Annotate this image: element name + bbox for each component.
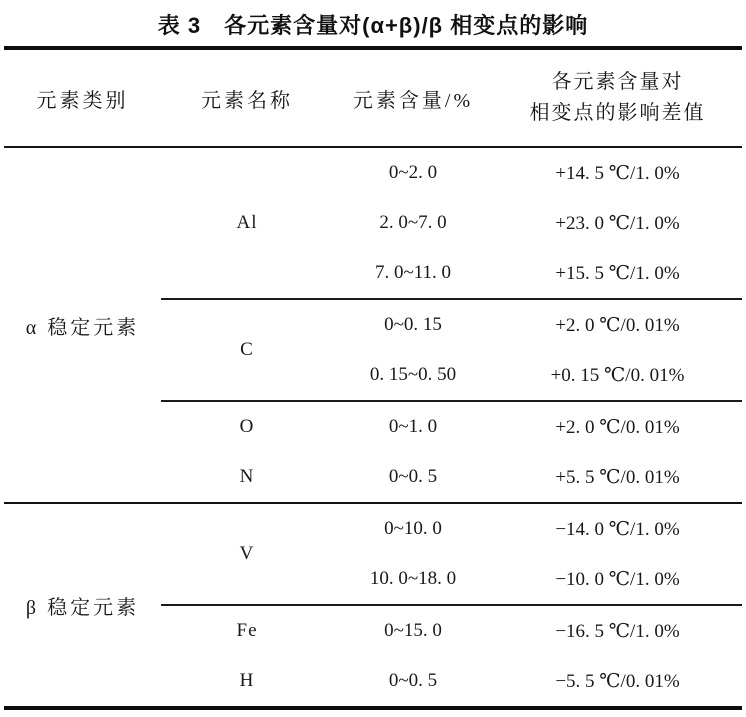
effect-cell: +14. 5 ℃/1. 0% [555, 162, 680, 184]
range-cell: 0~15. 0 [333, 605, 493, 656]
col-header-category: 元素类别 [4, 48, 161, 147]
element-cell-fe: Fe [161, 605, 333, 656]
element-cell-al: Al [236, 212, 258, 233]
element-cell-o: O [161, 401, 333, 452]
element-cell-h: H [239, 670, 255, 691]
table-header [4, 48, 742, 147]
range-cell: 0~10. 0 [333, 503, 493, 554]
range-cell: 0~2. 0 [388, 162, 438, 183]
range-cell: 0~0. 15 [333, 299, 493, 350]
table-row-al-1 [4, 147, 742, 198]
effect-cell: +15. 5 ℃/1. 0% [555, 262, 680, 284]
effect-cell: −10. 0 ℃/1. 0% [555, 568, 680, 590]
table-body [4, 147, 742, 708]
col-header-effect-line2: 相变点的影响差值 [529, 102, 706, 124]
element-cell-v: V [161, 503, 333, 605]
effect-cell: −16. 5 ℃/1. 0% [493, 605, 742, 656]
category-cell-beta: β 稳定元素 [4, 503, 161, 708]
col-header-element: 元素名称 [161, 48, 333, 147]
range-cell: 0. 15~0. 50 [369, 364, 457, 385]
range-cell: 0~0. 5 [388, 670, 438, 691]
effect-cell: +2. 0 ℃/0. 01% [493, 401, 742, 452]
col-header-effect [493, 48, 742, 147]
effect-cell: −14. 0 ℃/1. 0% [493, 503, 742, 554]
range-cell: 2. 0~7. 0 [379, 212, 447, 233]
effect-cell: −5. 5 ℃/0. 01% [555, 670, 680, 692]
element-cell-c: C [161, 299, 333, 401]
table-row-v-1 [4, 503, 742, 554]
effect-cell: +0. 15 ℃/0. 01% [550, 364, 685, 386]
category-cell-alpha: α 稳定元素 [25, 316, 140, 339]
range-cell: 7. 0~11. 0 [374, 262, 452, 283]
element-cell-n: N [239, 466, 255, 487]
effect-cell: +5. 5 ℃/0. 01% [555, 466, 680, 488]
col-header-content: 元素含量/% [333, 48, 493, 147]
range-cell: 0~0. 5 [388, 466, 438, 487]
phase-transition-table [4, 46, 742, 710]
range-cell: 10. 0~18. 0 [369, 568, 457, 589]
col-header-effect-line1: 各元素含量对 [551, 71, 684, 93]
table-title: 表 3 各元素含量对(α+β)/β 相变点的影响 [157, 13, 589, 38]
range-cell: 0~1. 0 [333, 401, 493, 452]
effect-cell: +2. 0 ℃/0. 01% [493, 299, 742, 350]
header-row [4, 48, 742, 147]
effect-cell: +23. 0 ℃/1. 0% [555, 212, 680, 234]
